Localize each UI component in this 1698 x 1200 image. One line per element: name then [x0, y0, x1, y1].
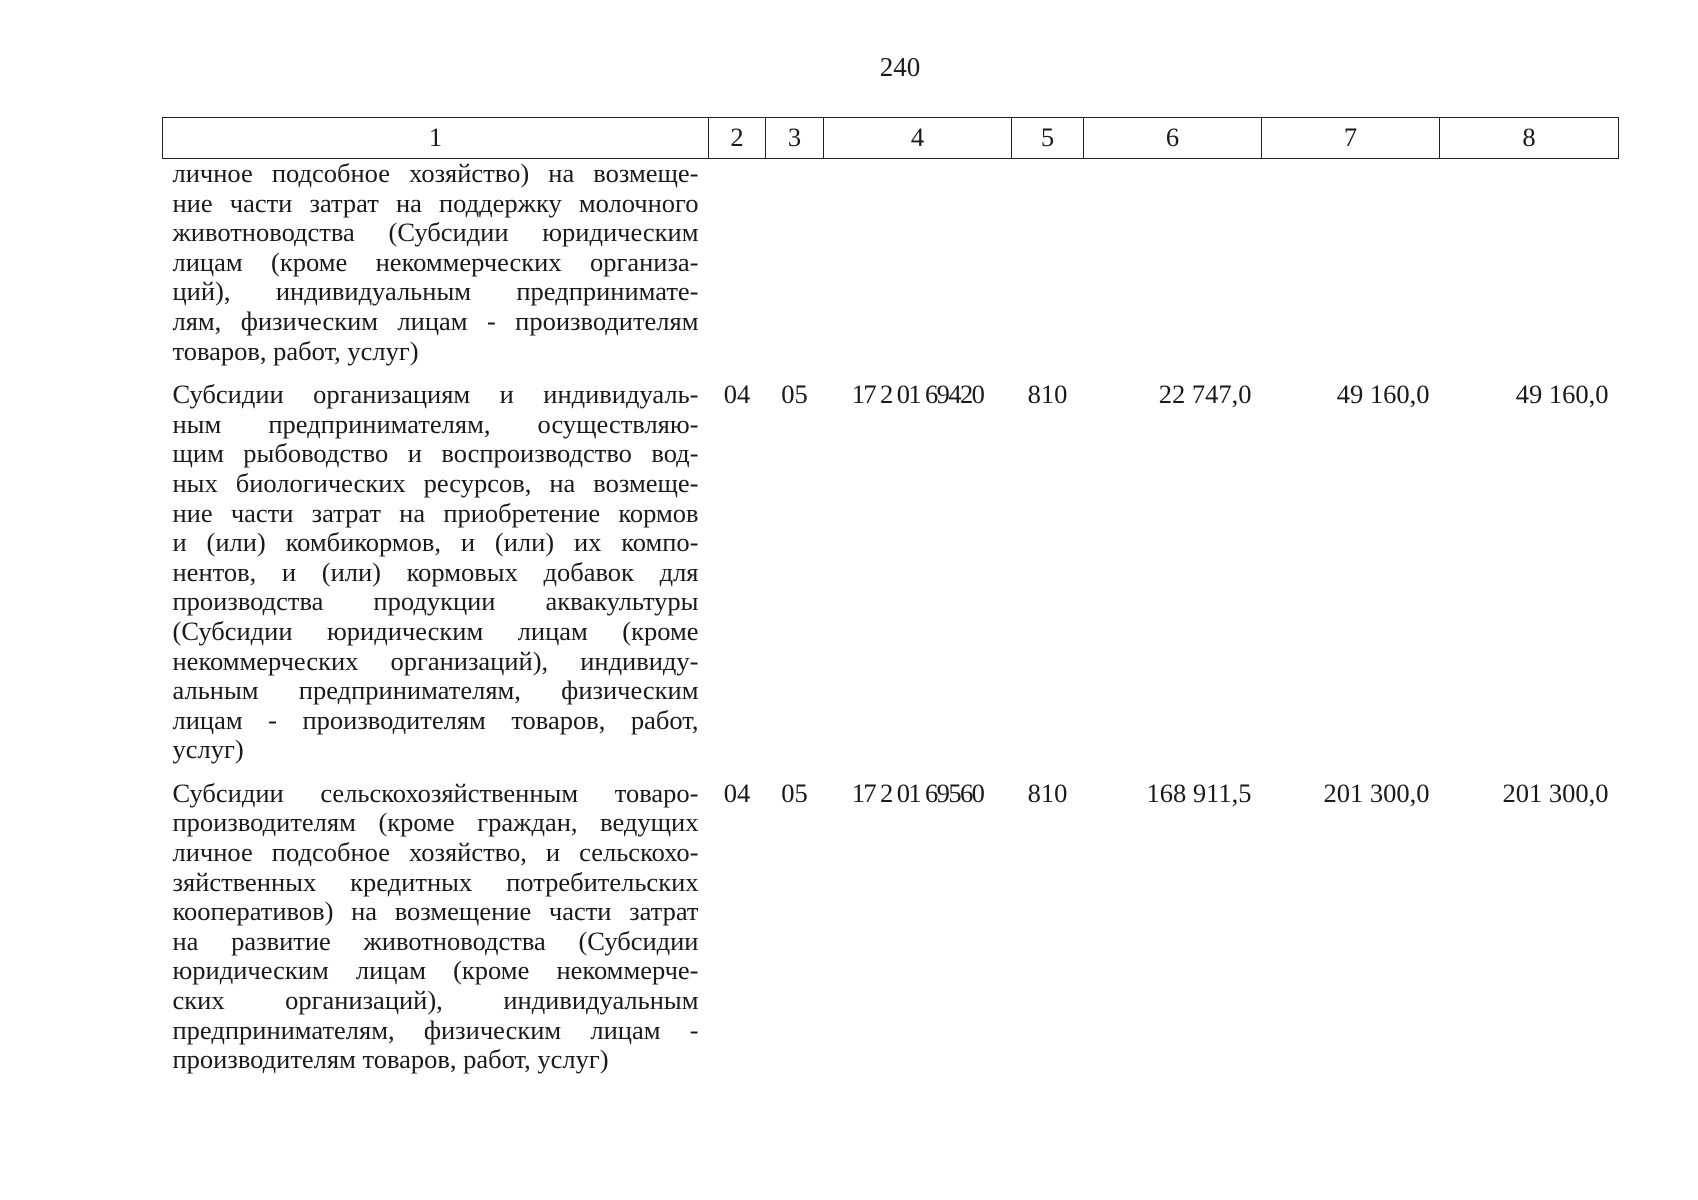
cell-target-article [824, 159, 1012, 367]
description-line: товаров, работ, услуг) [172, 335, 419, 366]
description-line: на развитие животноводства (Субсидии [172, 925, 699, 956]
header-row [163, 118, 1619, 159]
cell-amount-col6 [1084, 159, 1262, 367]
description-line: зяйственных кредитных потребительских [172, 866, 699, 897]
cell-target-article: 17 2 01 69420 [851, 379, 984, 410]
description-line: ным предпринимателям, осуществляю- [172, 408, 699, 439]
description-line: производства продукции аквакультуры [172, 586, 699, 617]
description-line: производителям товаров, работ, услуг) [172, 1044, 609, 1075]
description-line: ских организаций), индивидуальным [172, 985, 699, 1016]
cell-subsection [766, 159, 824, 367]
description-line: Субсидии организациям и индивидуаль- [172, 379, 699, 410]
description-line: предпринимателям, физическим лицам - [172, 1014, 699, 1045]
cell-expense-type: 810 [1027, 777, 1068, 808]
header-col-7: 7 [1262, 118, 1440, 159]
header-col-5: 5 [1012, 118, 1084, 159]
header-col-1: 1 [163, 118, 709, 159]
header-col-6: 6 [1084, 118, 1262, 159]
description-line: личное подсобное хозяйство) на возмеще- [172, 158, 699, 188]
description-line: нентов, и (или) кормовых добавок для [172, 556, 699, 587]
description-line: и (или) комбикормов, и (или) их компо- [172, 527, 699, 558]
description-line: лям, физическим лицам - производителям [172, 305, 699, 336]
cell-subsection: 05 [781, 379, 808, 410]
cell-section: 04 [723, 777, 751, 808]
description-line: щим рыбоводство и воспроизводство вод- [172, 438, 699, 469]
page-number: 240 [879, 52, 921, 82]
cell-description [163, 159, 709, 367]
cell-target-article: 17 2 01 69560 [851, 777, 984, 808]
header-col-4: 4 [824, 118, 1012, 159]
description-line: юридическим лицам (кроме некоммерче- [172, 955, 699, 986]
cell-subsection: 05 [781, 777, 808, 808]
description-line: производителям (кроме граждан, ведущих [172, 807, 699, 838]
cell-amount-col7: 49 160,0 [1336, 379, 1430, 410]
cell-description [163, 765, 709, 1075]
cell-description [163, 366, 709, 765]
cell-amount-col8: 49 160,0 [1515, 379, 1609, 410]
description-line: ние части затрат на поддержку молочного [172, 187, 699, 218]
description-line: ных биологических ресурсов, на возмеще- [172, 467, 699, 498]
description-line: некоммерческих организаций), индивиду- [172, 645, 699, 676]
description-line: альным предпринимателям, физическим [172, 675, 699, 706]
header-col-8: 8 [1440, 118, 1619, 159]
description-line: (Субсидии юридическим лицам (кроме [172, 615, 699, 646]
cell-section [709, 159, 766, 367]
cell-expense-type: 810 [1027, 379, 1068, 410]
description-line: кооперативов) на возмещение части затрат [172, 896, 699, 927]
cell-amount-col7: 201 300,0 [1323, 777, 1430, 808]
description-line: услуг) [172, 734, 244, 765]
description-line: Субсидии сельскохозяйственным товаро- [172, 777, 699, 808]
table-row [163, 366, 1619, 765]
table-row [163, 159, 1619, 367]
cell-amount-col8 [1440, 159, 1619, 367]
table-row [163, 765, 1619, 1075]
cell-section: 04 [723, 379, 751, 410]
budget-table [162, 117, 1619, 1075]
cell-amount-col6: 22 747,0 [1158, 379, 1252, 410]
cell-amount-col7 [1262, 159, 1440, 367]
table-body [163, 159, 1619, 1075]
cell-expense-type [1012, 159, 1084, 367]
description-line: лицам (кроме некоммерческих организа- [172, 246, 699, 277]
description-line: ние части затрат на приобретение кормов [172, 497, 699, 528]
cell-amount-col6: 168 911,5 [1146, 777, 1252, 808]
description-line: личное подсобное хозяйство, и сельскохо- [172, 837, 699, 868]
header-col-3: 3 [766, 118, 824, 159]
description-line: ций), индивидуальным предпринимате- [172, 276, 699, 307]
description-line: лицам - производителям товаров, работ, [172, 704, 699, 735]
cell-amount-col8: 201 300,0 [1502, 777, 1609, 808]
header-col-2: 2 [709, 118, 766, 159]
description-line: животноводства (Субсидии юридическим [172, 217, 699, 248]
